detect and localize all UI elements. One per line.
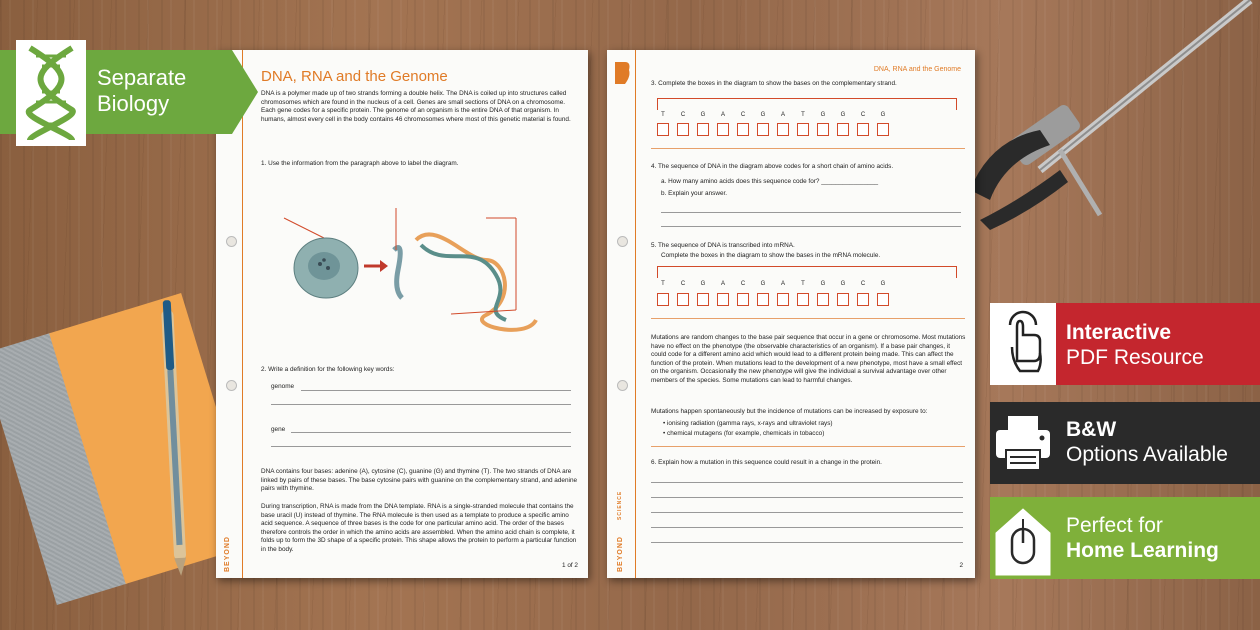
keyword-gene: gene bbox=[271, 426, 286, 433]
answer-box[interactable] bbox=[797, 123, 809, 136]
answer-box[interactable] bbox=[677, 293, 689, 306]
answer-line[interactable] bbox=[301, 390, 571, 391]
section-divider bbox=[651, 318, 965, 319]
feature-icon-box bbox=[990, 402, 1056, 484]
bullet-item: • chemical mutagens (for example, chemicals in tobacco) bbox=[663, 430, 825, 437]
feature-title: Perfect for bbox=[1066, 514, 1163, 537]
answer-box[interactable] bbox=[697, 293, 709, 306]
answer-box-row-2 bbox=[657, 293, 889, 306]
answer-box[interactable] bbox=[697, 123, 709, 136]
page-number: 2 bbox=[959, 562, 963, 569]
feature-subtitle: Home Learning bbox=[1066, 539, 1219, 562]
base-label: C bbox=[860, 112, 866, 118]
base-label: C bbox=[740, 112, 746, 118]
answer-box[interactable] bbox=[737, 123, 749, 136]
answer-line[interactable] bbox=[291, 432, 571, 433]
answer-line[interactable] bbox=[651, 527, 963, 528]
answer-line[interactable] bbox=[661, 212, 961, 213]
base-label: G bbox=[880, 281, 886, 287]
answer-box[interactable] bbox=[777, 123, 789, 136]
page-header: DNA, RNA and the Genome bbox=[873, 66, 961, 73]
printer-icon bbox=[990, 402, 1056, 484]
base-label: G bbox=[840, 112, 846, 118]
answer-box[interactable] bbox=[657, 123, 669, 136]
punch-hole bbox=[617, 380, 628, 391]
base-label: G bbox=[760, 281, 766, 287]
base-row-1 bbox=[653, 112, 893, 118]
beyond-logo-icon bbox=[613, 62, 631, 84]
answer-line[interactable] bbox=[651, 497, 963, 498]
hand-pointer-icon bbox=[990, 303, 1056, 385]
answer-box[interactable] bbox=[877, 293, 889, 306]
intro-paragraph: DNA is a polymer made up of two strands forming a double helix. The DNA is coiled up into structures called chromosomes which are found in the nucleus of a cell. Genes are small sections of DNA on a chromosome. Each gene codes for a specific protein. The genome of an organism is the entire DNA of that organism. In humans, almost every cell in the body contains 46 chromosomes where most of this genetic material is found. bbox=[261, 90, 571, 123]
page-number: 1 of 2 bbox=[562, 562, 578, 569]
worksheet-page-2 bbox=[607, 50, 975, 578]
base-label: A bbox=[720, 281, 725, 287]
feature-title: B&W bbox=[1066, 418, 1117, 441]
answer-box[interactable] bbox=[877, 123, 889, 136]
answer-box[interactable] bbox=[817, 123, 829, 136]
strand-bracket bbox=[657, 266, 957, 278]
transcription-paragraph: During transcription, RNA is made from the DNA template. RNA is a single-stranded molecule that contains the base uracil (U) instead of thymine. The RNA molecule is then used as a template to produce a specific amino acid sequence. A sequence of three bases is the code for one particular amino acid. The order of the bases therefore controls the order in which the amino acids are assembled. When the amino acid chain is complete, it folds up to form the 3D shape of a specific protein. This shape allows the protein to perform a particular function in the body. bbox=[261, 503, 577, 553]
brand-label: BEYOND bbox=[224, 536, 231, 572]
bullet-text: ionising radiation (gamma rays, x-rays and ultraviolet rays) bbox=[667, 420, 833, 427]
answer-box-row-1 bbox=[657, 123, 889, 136]
base-label: A bbox=[720, 112, 725, 118]
punch-hole bbox=[226, 236, 237, 247]
answer-box[interactable] bbox=[857, 293, 869, 306]
page-title: DNA, RNA and the Genome bbox=[261, 68, 448, 85]
answer-line[interactable] bbox=[271, 446, 571, 447]
feature-text bbox=[1066, 513, 1219, 563]
bullet-item: • ionising radiation (gamma rays, x-rays and ultraviolet rays) bbox=[663, 420, 833, 427]
section-divider bbox=[651, 148, 965, 149]
brand-sub-label: SCIENCE bbox=[617, 490, 623, 520]
answer-box[interactable] bbox=[657, 293, 669, 306]
worksheet-page-1 bbox=[216, 50, 588, 578]
base-label: G bbox=[820, 112, 826, 118]
base-label: T bbox=[661, 281, 665, 287]
feature-subtitle: PDF Resource bbox=[1066, 346, 1204, 369]
punch-hole bbox=[226, 380, 237, 391]
banner-line-1: Separate bbox=[97, 65, 187, 90]
banner-line-2: Biology bbox=[97, 91, 170, 116]
feature-subtitle: Options Available bbox=[1066, 443, 1228, 466]
answer-box[interactable] bbox=[777, 293, 789, 306]
punch-hole bbox=[617, 236, 628, 247]
answer-box[interactable] bbox=[837, 293, 849, 306]
answer-box[interactable] bbox=[757, 293, 769, 306]
house-mouse-icon bbox=[990, 497, 1056, 579]
keyword-genome: genome bbox=[271, 383, 295, 390]
mutations-paragraph: Mutations are random changes to the base pair sequence that occur in a gene or chromosome. Most mutations have no effect on the phenotype (the observable characteristics of an organism). If a base pair changes, it could code for a different amino acid which would lead to a different protein being made. This can affect the function of the protein. When mutations lead to the development of a new phenotype, most have a small effect on the organism. Occasionally the new phenotype will give the individual a survival advantage over other members of the species. Some mutations can lead to harmful changes. bbox=[651, 334, 966, 384]
answer-box[interactable] bbox=[817, 293, 829, 306]
base-label: C bbox=[680, 112, 686, 118]
answer-box[interactable] bbox=[837, 123, 849, 136]
answer-box[interactable] bbox=[797, 293, 809, 306]
feature-home-learning bbox=[990, 497, 1260, 579]
section-divider bbox=[651, 446, 965, 447]
pen-icon bbox=[150, 300, 200, 580]
page-margin-line bbox=[635, 50, 636, 578]
answer-box[interactable] bbox=[757, 123, 769, 136]
question-6: 6. Explain how a mutation in this sequence could result in a change in the protein. bbox=[651, 459, 882, 466]
base-label: G bbox=[820, 281, 826, 287]
base-row-2 bbox=[653, 281, 893, 287]
answer-line[interactable] bbox=[651, 542, 963, 543]
answer-line[interactable] bbox=[661, 226, 961, 227]
bases-paragraph: DNA contains four bases: adenine (A), cytosine (C), guanine (G) and thymine (T). The two strands of DNA are linked by pairs of these bases. The base cytosine pairs with guanine on the complementary strand, and adenine pairs with thymine. bbox=[261, 468, 578, 493]
feature-icon-box bbox=[990, 497, 1056, 579]
base-label: T bbox=[801, 281, 805, 287]
base-label: C bbox=[740, 281, 746, 287]
answer-box[interactable] bbox=[717, 293, 729, 306]
feature-text bbox=[1066, 417, 1228, 467]
banner-title bbox=[97, 65, 186, 117]
base-label: A bbox=[780, 281, 785, 287]
base-label: T bbox=[801, 112, 805, 118]
question-5-instruction: Complete the boxes in the diagram to show the bases in the mRNA molecule. bbox=[661, 252, 881, 259]
base-label: G bbox=[880, 112, 886, 118]
question-5: 5. The sequence of DNA is transcribed into mRNA. bbox=[651, 242, 795, 249]
base-label: C bbox=[860, 281, 866, 287]
answer-line[interactable] bbox=[651, 482, 963, 483]
feature-title: Interactive bbox=[1066, 321, 1172, 344]
answer-box[interactable] bbox=[857, 123, 869, 136]
answer-box[interactable] bbox=[737, 293, 749, 306]
feature-bw bbox=[990, 402, 1260, 484]
feature-icon-box bbox=[990, 303, 1056, 385]
page-margin-line bbox=[242, 50, 243, 578]
question-4a: a. How many amino acids does this sequence code for? ________________ bbox=[661, 178, 879, 185]
feature-text bbox=[1066, 320, 1204, 370]
answer-box[interactable] bbox=[717, 123, 729, 136]
answer-line[interactable] bbox=[271, 404, 571, 405]
feature-interactive bbox=[990, 303, 1260, 385]
lab-clamp-icon bbox=[950, 0, 1260, 240]
question-2: 2. Write a definition for the following key words: bbox=[261, 366, 395, 373]
base-label: T bbox=[661, 112, 665, 118]
answer-box[interactable] bbox=[677, 123, 689, 136]
dna-diagram bbox=[276, 200, 576, 340]
dna-helix-icon bbox=[22, 44, 80, 142]
bullet-text: chemical mutagens (for example, chemicals in tobacco) bbox=[667, 430, 825, 437]
question-4b: b. Explain your answer. bbox=[661, 190, 728, 197]
base-label: A bbox=[780, 112, 785, 118]
mutations-exposure: Mutations happen spontaneously but the incidence of mutations can be increased by exposure to: bbox=[651, 408, 928, 415]
answer-line[interactable] bbox=[651, 512, 963, 513]
base-label: G bbox=[700, 112, 706, 118]
base-label: G bbox=[700, 281, 706, 287]
question-1: 1. Use the information from the paragraph above to label the diagram. bbox=[261, 160, 459, 167]
strand-bracket bbox=[657, 98, 957, 110]
base-label: G bbox=[840, 281, 846, 287]
question-3: 3. Complete the boxes in the diagram to show the bases on the complementary strand. bbox=[651, 80, 897, 87]
question-4: 4. The sequence of DNA in the diagram above codes for a short chain of amino acids. bbox=[651, 163, 894, 170]
base-label: C bbox=[680, 281, 686, 287]
base-label: G bbox=[760, 112, 766, 118]
brand-label: BEYOND bbox=[617, 536, 624, 572]
